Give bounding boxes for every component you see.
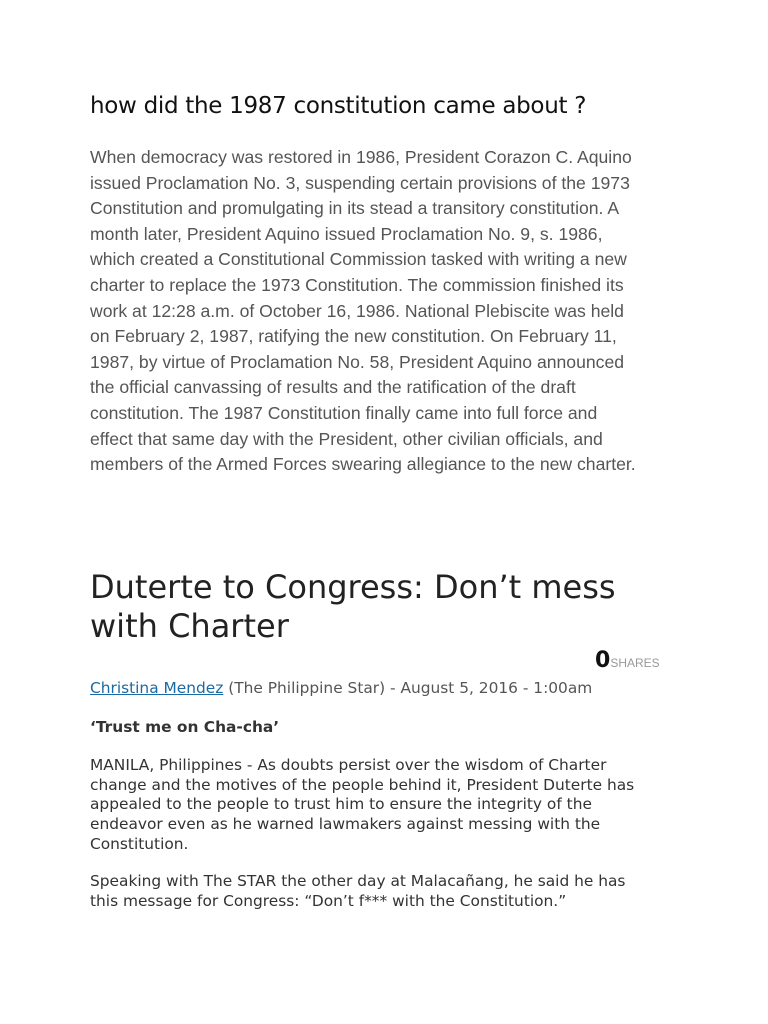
headline-line: with Charter [90, 607, 289, 645]
answer-line: on February 2, 1987, ratifying the new constitution. On February 11, [90, 326, 617, 347]
shares-label: SHARES [610, 656, 660, 670]
paragraph-line: Constitution. [90, 834, 189, 853]
paragraph-line: change and the motives of the people behind it, President Duterte has [90, 775, 635, 794]
answer-line: which created a Constitutional Commission tasked with writing a new [90, 249, 627, 270]
paragraph-line: endeavor even as he warned lawmakers against messing with the [90, 815, 601, 834]
answer-line: the official canvassing of results and the ratification of the draft [90, 377, 576, 398]
paragraph-line: MANILA, Philippines - As doubts persist over the wisdom of Charter [90, 756, 607, 774]
paragraph-line: Speaking with The STAR the other day at Malacañang, he said he has [90, 872, 626, 890]
answer-line: Constitution and promulgating in its stead a transitory constitution. A [90, 198, 620, 219]
answer-line: work at 12:28 a.m. of October 16, 1986. National Plebiscite was held [90, 300, 624, 321]
article-paragraph-1 [90, 756, 634, 855]
answer-line: effect that same day with the President, other civilian officials, and [90, 428, 603, 449]
answer-line: constitution. The 1987 Constitution finally came into full force and [90, 402, 598, 423]
answer-line: members of the Armed Forces swearing allegiance to the new charter. [90, 454, 636, 475]
question-title: how did the 1987 constitution came about ? [90, 93, 587, 119]
paragraph-line: appealed to the people to trust him to ensure the integrity of the [90, 795, 592, 814]
answer-line: month later, President Aquino issued Proclamation No. 9, s. 1986, [90, 223, 603, 244]
answer-line: 1987, by virtue of Proclamation No. 58, President Aquino announced [90, 351, 625, 372]
shares-count: 0 [595, 648, 611, 673]
answer-line: charter to replace the 1973 Constitution. The commission finished its [90, 274, 624, 295]
author-link[interactable]: Christina Mendez [90, 679, 224, 697]
paragraph-line: this message for Congress: “Don’t f*** with the Constitution.” [90, 891, 567, 910]
answer-paragraph [90, 145, 690, 478]
article-headline [90, 568, 616, 646]
headline-line: Duterte to Congress: Don’t mess [90, 568, 616, 606]
answer-line: When democracy was restored in 1986, President Corazon C. Aquino [90, 147, 632, 167]
shares-counter [595, 648, 660, 673]
byline [90, 679, 592, 697]
article-kicker: ‘Trust me on Cha-cha’ [90, 718, 280, 736]
article-paragraph-2 [90, 872, 625, 911]
answer-line: issued Proclamation No. 3, suspending certain provisions of the 1973 [90, 172, 630, 193]
byline-source-date: (The Philippine Star) - August 5, 2016 - 1:00am [223, 679, 593, 697]
